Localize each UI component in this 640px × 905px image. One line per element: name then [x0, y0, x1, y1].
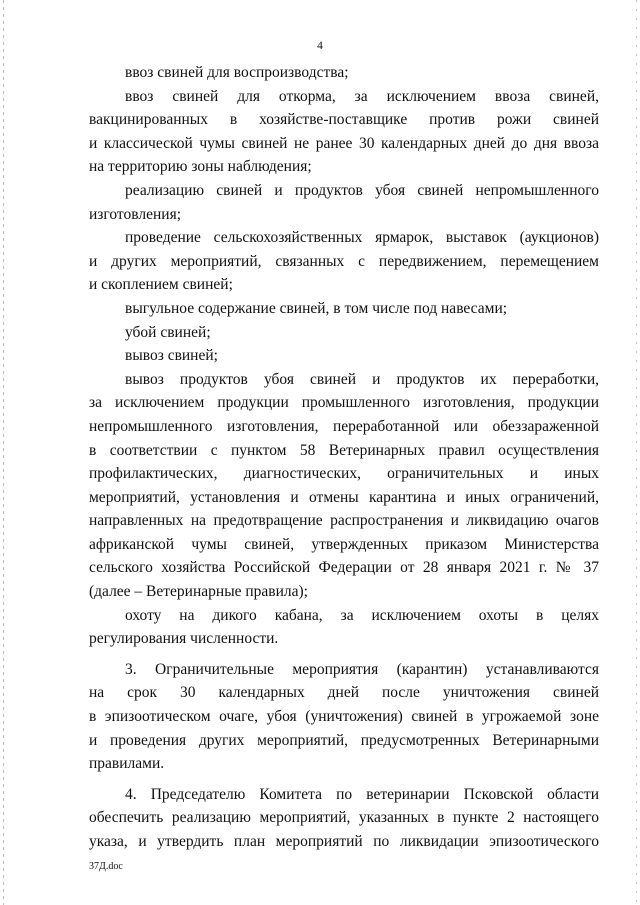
footer-filename: 37Д.doc: [89, 861, 123, 872]
scan-edge-left: [3, 0, 4, 905]
text-line: сельского хозяйства Российской Федерации от 28 января 2021 г. № 37: [89, 559, 599, 577]
paragraph: [89, 321, 599, 345]
text-line: направленных на предотвращение распространения и ликвидацию очагов: [89, 512, 599, 530]
document-body: [89, 61, 599, 854]
text-line: африканской чумы свиней, утвержденных приказом Министерства: [89, 535, 599, 553]
text-line: в соответствии с пунктом 58 Ветеринарных правил осуществления: [89, 441, 599, 459]
text-line: изготовления;: [89, 205, 182, 223]
text-line: и скоплением свиней;: [89, 276, 233, 294]
text-line: 3. Ограничительные мероприятия (карантин) устанавливаются: [125, 660, 599, 678]
text-line: и проведения других мероприятий, предусмотренных Ветеринарными: [89, 731, 599, 749]
text-line: охоту на дикого кабана, за исключением охоты в целях: [125, 606, 599, 624]
scan-edge-right: [636, 0, 637, 905]
text-line: ввоз свиней для откорма, за исключением ввоза свиней,: [125, 87, 599, 105]
text-line: и классической чумы свиней не ранее 30 календарных дней до дня ввоза: [89, 134, 599, 152]
text-line: указа, и утвердить план мероприятий по ликвидации эпизоотического: [89, 833, 599, 850]
text-line: выгульное содержание свиней, в том числе под навесами;: [125, 299, 508, 317]
paragraph: [89, 85, 599, 179]
paragraph: [89, 783, 599, 854]
paragraph: [89, 658, 599, 776]
text-line: 4. Председателю Комитета по ветеринарии Псковской области: [125, 785, 599, 803]
text-line: в эпизоотическом очаге, убоя (уничтожения) свиней в угрожаемой зоне: [89, 708, 599, 726]
text-line: проведение сельскохозяйственных ярмарок, выставок (аукционов): [125, 229, 599, 247]
text-line: мероприятий, установления и отмены карантина и иных ограничений,: [89, 488, 599, 506]
paragraph: [89, 604, 599, 651]
text-line: регулирования численности.: [89, 630, 279, 648]
paragraph: [89, 179, 599, 226]
page-number: 4: [317, 40, 323, 52]
text-line: обеспечить реализацию мероприятий, указанных в пункте 2 настоящего: [89, 809, 599, 827]
text-line: убой свиней;: [125, 323, 211, 341]
paragraph: [89, 61, 599, 85]
text-line: вывоз продуктов убоя свиней и продуктов их переработки,: [125, 370, 599, 388]
text-line: на срок 30 календарных дней после уничтожения свиней: [89, 684, 599, 702]
text-line: на территорию зоны наблюдения;: [89, 158, 312, 176]
paragraph: [89, 368, 599, 604]
paragraph: [89, 344, 599, 368]
text-line: непромышленного изготовления, переработанной или обеззараженной: [89, 417, 599, 435]
text-line: вывоз свиней;: [125, 347, 218, 365]
text-line: профилактических, диагностических, ограничительных и иных: [89, 465, 599, 483]
text-line: правилами.: [89, 755, 165, 773]
text-line: за исключением продукции промышленного изготовления, продукции: [89, 394, 599, 412]
text-line: и других мероприятий, связанных с передвижением, перемещением: [89, 252, 599, 270]
text-line: вакцинированных в хозяйстве-поставщике против рожи свиней: [89, 111, 599, 129]
text-line: ввоз свиней для воспроизводства;: [125, 64, 349, 81]
text-line: (далее – Ветеринарные правила);: [89, 583, 308, 601]
paragraph: [89, 297, 599, 321]
paragraph: [89, 226, 599, 297]
text-line: реализацию свиней и продуктов убоя свиней непромышленного: [125, 181, 599, 199]
